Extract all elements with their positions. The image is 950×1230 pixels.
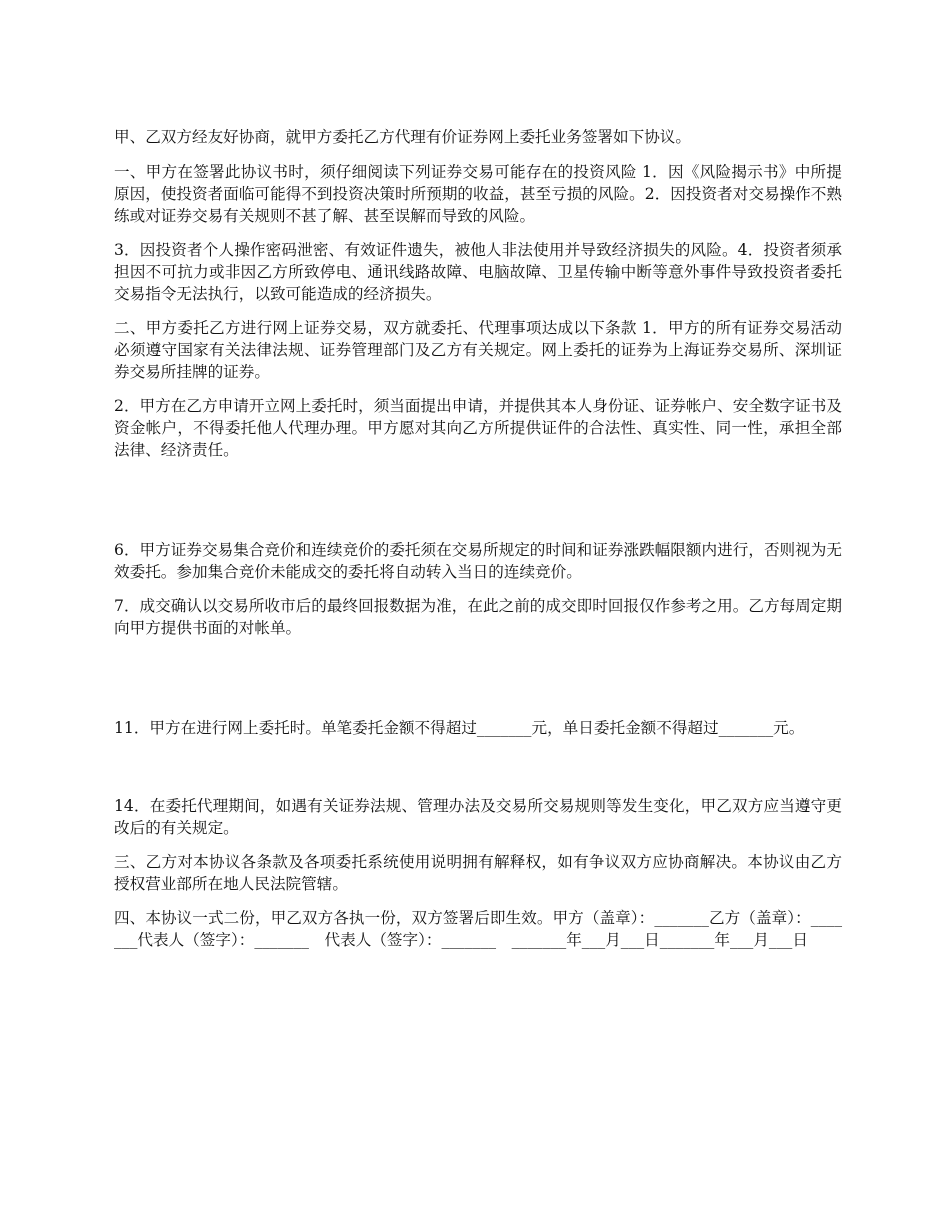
paragraph-clause-6: 6．甲方证券交易集合竞价和连续竞价的委托须在交易所规定的时间和证券涨跌幅限额内进行，否则视为无效委托。参加集合竞价未能成交的委托将自动转入当日的连续竞价。 bbox=[114, 541, 842, 581]
paragraph-clause-2: 2．甲方在乙方申请开立网上委托时，须当面提出申请，并提供其本人身份证、证券帐户、安全数字证书及资金帐户，不得委托他人代理办理。甲方愿对其向乙方所提供证件的合法性、真实性、同一性，承担全部法律、经济责任。 bbox=[114, 397, 842, 459]
paragraph-risk-3-4: 3．因投资者个人操作密码泄密、有效证件遗失，被他人非法使用并导致经济损失的风险。4．投资者须承担因不可抗力或非因乙方所致停电、通讯线路故障、电脑故障、卫星传输中断等意外事件导致投资者委托交易指令无法执行，以致可能造成的经济损失。 bbox=[114, 241, 842, 303]
paragraph-clause-7: 7．成交确认以交易所收市后的最终回报数据为准，在此之前的成交即时回报仅作参考之用。乙方每周定期向甲方提供书面的对帐单。 bbox=[114, 597, 842, 637]
paragraph-intro: 甲、乙双方经友好协商，就甲方委托乙方代理有价证券网上委托业务签署如下协议。 bbox=[114, 128, 691, 146]
paragraph-section-two: 二、甲方委托乙方进行网上证券交易，双方就委托、代理事项达成以下条款 1．甲方的所有证券交易活动必须遵守国家有关法律法规、证券管理部门及乙方有关规定。网上委托的证券为上海证券交易所、深圳证券交易所挂牌的证券。 bbox=[114, 319, 842, 381]
paragraph-clause-11: 11．甲方在进行网上委托时。单笔委托金额不得超过_______元，单日委托金额不得超过_______元。 bbox=[114, 719, 805, 737]
paragraph-clause-14: 14．在委托代理期间，如遇有关证券法规、管理办法及交易所交易规则等发生变化，甲乙双方应当遵守更改后的有关规定。 bbox=[114, 797, 842, 837]
paragraph-section-four-signatures: 四、本协议一式二份，甲乙双方各执一份，双方签署后即生效。甲方（盖章）：_______乙方（盖章）：_______代表人（签字）：_______ 代表人（签字）：_______ _______年___月___日_______年___月___日 bbox=[114, 909, 842, 949]
agreement-document bbox=[114, 126, 842, 951]
paragraph-section-one: 一、甲方在签署此协议书时，须仔细阅读下列证券交易可能存在的投资风险 1．因《风险揭示书》中所提原因，使投资者面临可能得不到投资决策时所预期的收益，甚至亏损的风险。2．因投资者对交易操作不熟练或对证券交易有关规则不甚了解、甚至误解而导致的风险。 bbox=[114, 163, 843, 225]
paragraph-section-three: 三、乙方对本协议各条款及各项委托系统使用说明拥有解释权，如有争议双方应协商解决。本协议由乙方授权营业部所在地人民法院管辖。 bbox=[114, 853, 842, 893]
